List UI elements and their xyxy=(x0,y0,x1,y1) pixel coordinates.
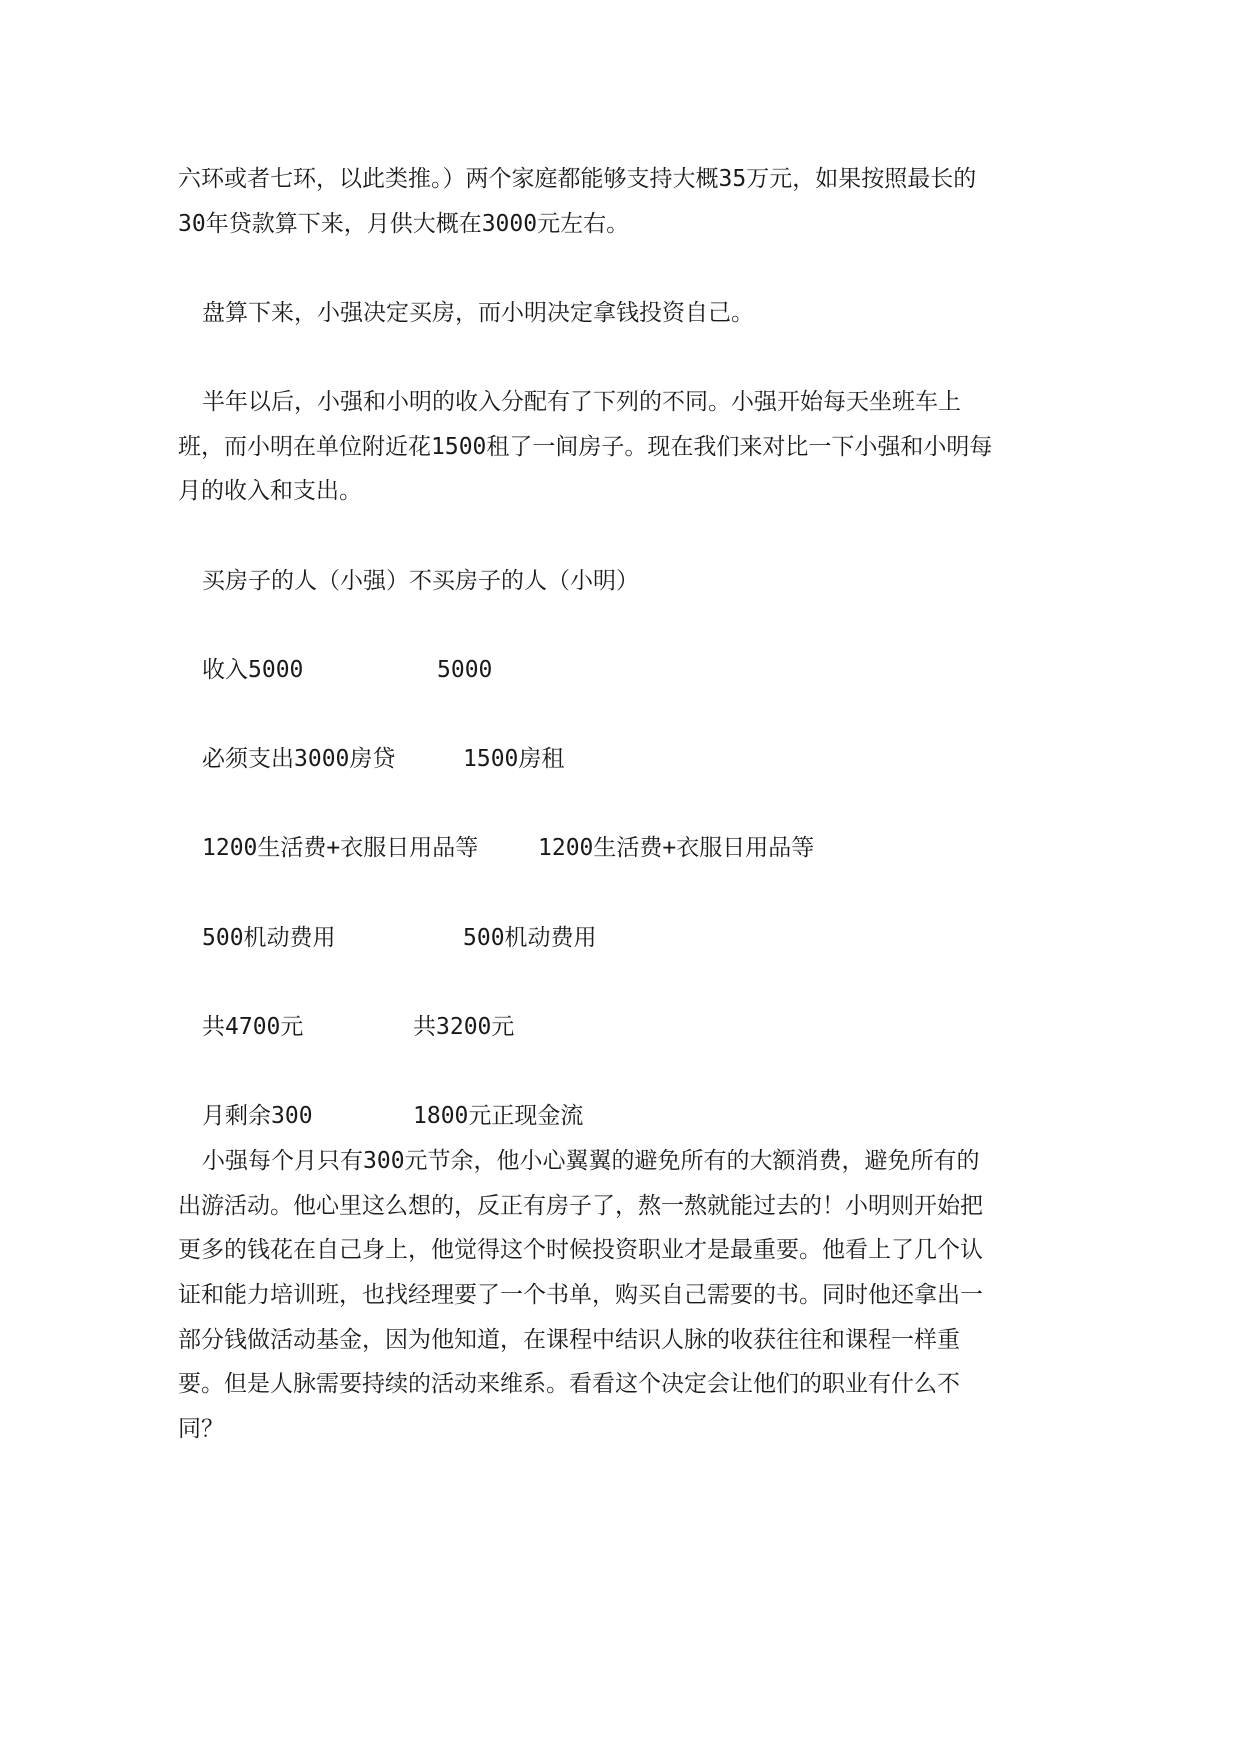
comparison-row-surplus-left: 月剩余300 xyxy=(202,1103,313,1129)
paragraph-3-line-2: 班，而小明在单位附近花1500租了一间房子。现在我们来对比一下小强和小明每 xyxy=(178,434,993,460)
paragraph-4-line-1: 小强每个月只有300元节余，他小心翼翼的避免所有的大额消费，避免所有的 xyxy=(202,1148,980,1174)
paragraph-3-line-3: 月的收入和支出。 xyxy=(178,478,362,504)
comparison-row-living-left: 1200生活费+衣服日用品等 xyxy=(202,835,479,861)
paragraph-4-line-2: 出游活动。他心里这么想的，反正有房子了，熬一熬就能过去的！小明则开始把 xyxy=(178,1193,983,1219)
comparison-row-misc-left: 500机动费用 xyxy=(202,925,336,951)
paragraph-4-line-7: 同？ xyxy=(178,1416,224,1442)
paragraph-3-line-1: 半年以后，小强和小明的收入分配有了下列的不同。小强开始每天坐班车上 xyxy=(202,389,961,415)
paragraph-4-line-4: 证和能力培训班，也找经理要了一个书单，购买自己需要的书。同时他还拿出一 xyxy=(178,1282,983,1308)
comparison-row-misc-right: 500机动费用 xyxy=(463,925,597,951)
comparison-row-living-right: 1200生活费+衣服日用品等 xyxy=(538,835,815,861)
paragraph-1-line-2: 30年贷款算下来，月供大概在3000元左右。 xyxy=(178,211,630,237)
comparison-row-income-right: 5000 xyxy=(437,657,493,683)
paragraph-1-line-1: 六环或者七环，以此类推。）两个家庭都能够支持大概35万元，如果按照最长的 xyxy=(178,166,977,192)
comparison-row-income-left: 收入5000 xyxy=(202,657,304,683)
paragraph-4-line-3: 更多的钱花在自己身上，他觉得这个时候投资职业才是最重要。他看上了几个认 xyxy=(178,1237,983,1263)
comparison-row-total-left: 共4700元 xyxy=(202,1014,304,1040)
paragraph-4-line-5: 部分钱做活动基金，因为他知道，在课程中结识人脉的收获往往和课程一样重 xyxy=(178,1327,960,1353)
comparison-row-surplus-right: 1800元正现金流 xyxy=(413,1103,584,1129)
paragraph-2: 盘算下来，小强决定买房，而小明决定拿钱投资自己。 xyxy=(202,300,754,326)
comparison-row-housing-left: 必须支出3000房贷 xyxy=(202,746,396,772)
comparison-row-housing-right: 1500房租 xyxy=(463,746,565,772)
paragraph-4-line-6: 要。但是人脉需要持续的活动来维系。看看这个决定会让他们的职业有什么不 xyxy=(178,1371,960,1397)
comparison-header: 买房子的人（小强）不买房子的人（小明） xyxy=(202,568,639,594)
comparison-row-total-right: 共3200元 xyxy=(413,1014,515,1040)
